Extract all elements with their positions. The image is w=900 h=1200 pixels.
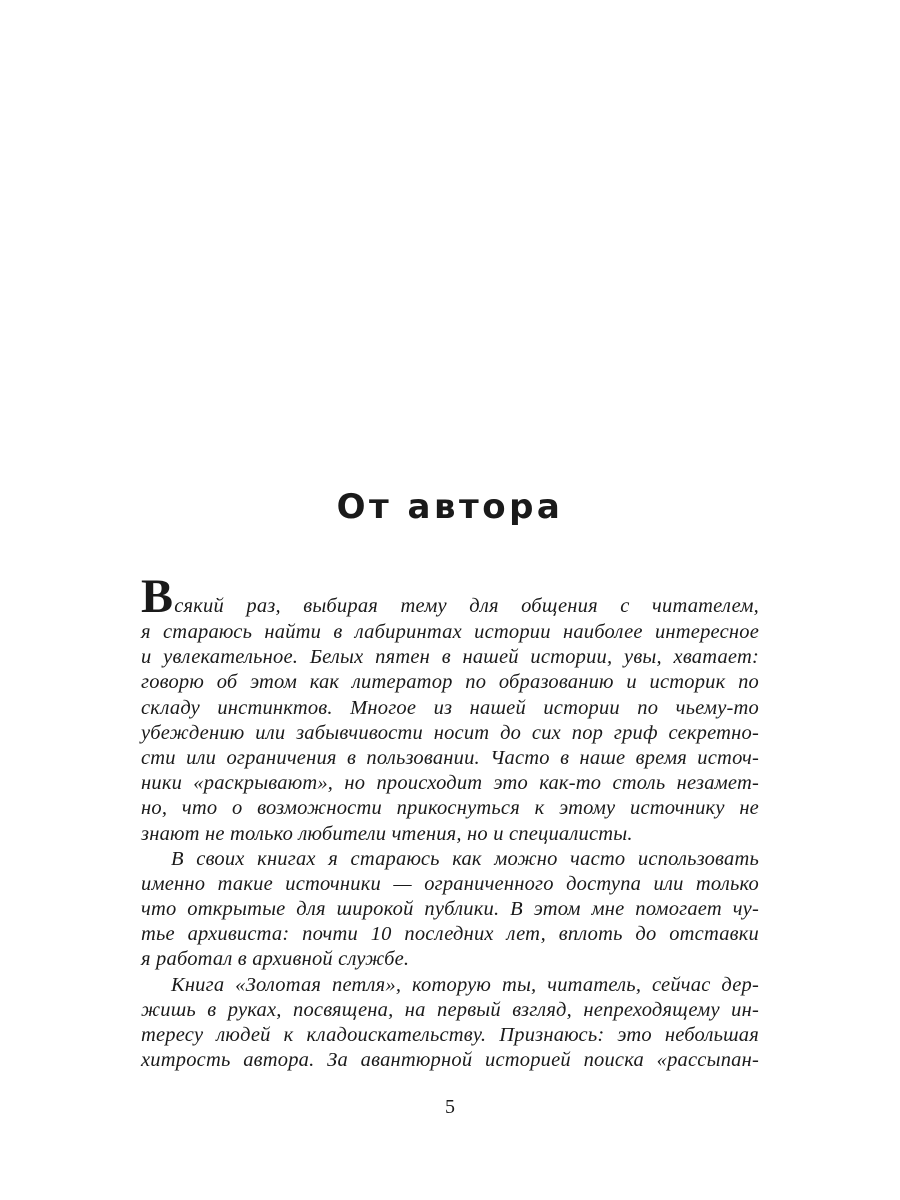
paragraph-3-line-4: хитрость автора. За авантюрной историей поиска «рассыпан- [141, 1049, 759, 1072]
paragraph-1-line-10: знают не только любители чтения, но и специалисты. [141, 822, 633, 845]
paragraph-1-line-7: сти или ограничения в пользовании. Часто в наше время источ- [141, 746, 759, 769]
paragraph-2-line-2: именно такие источники — ограниченного доступа или только [141, 872, 759, 895]
paragraph-1-line-2: я стараюсь найти в лабиринтах истории наиболее интересное [141, 621, 759, 643]
drop-cap: В [141, 570, 174, 623]
paragraph-1-line-4: говорю об этом как литератор по образованию и историк по [141, 671, 759, 694]
paragraph-2-line-5: я работал в архивной службе. [141, 948, 410, 971]
paragraph-1-line-5: складу инстинктов. Многое из нашей истории по чьему-то [141, 696, 759, 719]
page-number: 5 [445, 1096, 455, 1118]
paragraph-1-line-1 [141, 570, 759, 623]
paragraph-3-line-3: тересу людей к кладоискательству. Признаюсь: это небольшая [141, 1024, 759, 1046]
chapter-title: От автора [336, 487, 564, 527]
paragraph-1-line-6: убеждению или забывчивости носит до сих пор гриф секретно- [141, 721, 759, 744]
paragraph-1-line-1-text: сякий раз, выбирая тему для общения с читателем, [174, 595, 759, 617]
paragraph-1-line-8: ники «раскрывают», но происходит это как-то столь незамет- [141, 772, 759, 795]
paragraph-3-line-1: Книга «Золотая петля», которую ты, читатель, сейчас дер- [171, 973, 759, 996]
paragraph-2-line-1: В своих книгах я стараюсь как можно часто использовать [171, 847, 759, 870]
paragraph-2-line-3: что открытые для широкой публики. В этом мне помогает чу- [141, 898, 759, 921]
paragraph-1-line-3: и увлекательное. Белых пятен в нашей истории, увы, хватает: [141, 646, 759, 669]
body-text [141, 570, 759, 1073]
paragraph-2-line-4: тье архивиста: почти 10 последних лет, вплоть до отставки [141, 923, 759, 946]
paragraph-1-line-9: но, что о возможности прикоснуться к этому источнику не [141, 797, 759, 820]
paragraph-3-line-2: жишь в руках, посвящена, на первый взгляд, непреходящему ин- [141, 998, 759, 1021]
